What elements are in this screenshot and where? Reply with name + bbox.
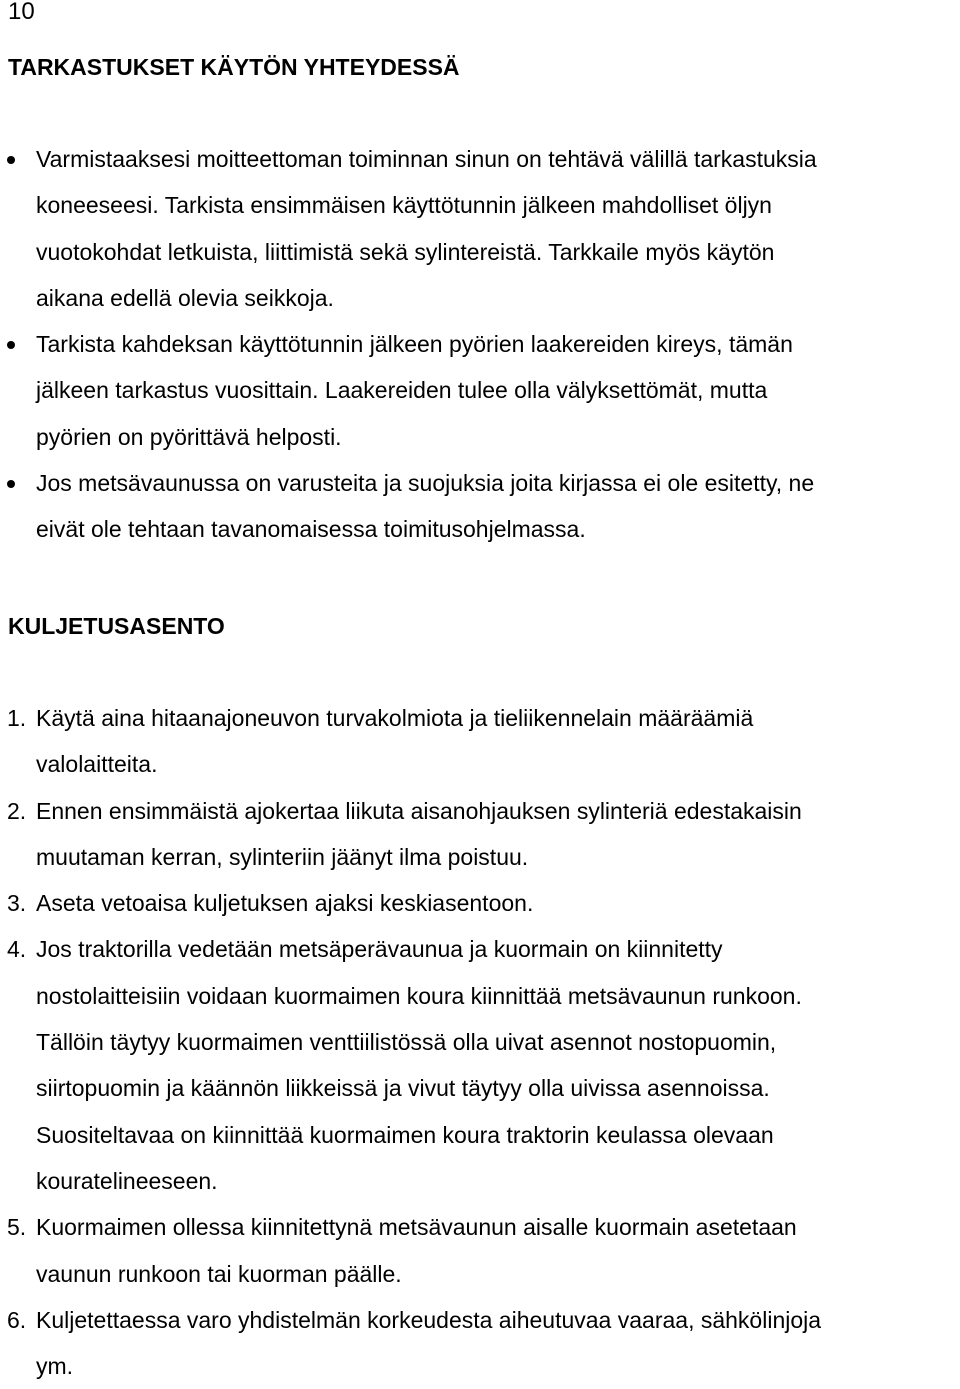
step-line: Aseta vetoaisa kuljetuksen ajaksi keskiasentoon. [36, 890, 534, 917]
bullet-item [0, 136, 960, 321]
step-number: 6. [7, 1306, 27, 1333]
step-line: nostolaitteisiin voidaan kuormaimen koura kiinnittää metsävaunun runkoon. [36, 982, 802, 1009]
step-number: 5. [7, 1214, 27, 1241]
bullet-line: aikana edellä olevia seikkoja. [36, 284, 334, 311]
step-item [0, 880, 960, 926]
step-item [0, 1297, 960, 1389]
step-line: ym. [36, 1353, 74, 1380]
bullet-line: eivät ole tehtaan tavanomaisessa toimitusohjelmassa. [36, 516, 586, 543]
step-line: vaunun runkoon tai kuorman päälle. [36, 1260, 402, 1287]
bullet-line: Tarkista kahdeksan käyttötunnin jälkeen pyörien laakereiden kireys, tämän [36, 331, 793, 358]
bullet-item [0, 460, 960, 553]
step-line: Jos traktorilla vedetään metsäperävaunua ja kuormain on kiinnitetty [36, 936, 723, 963]
step-line: Kuormaimen ollessa kiinnitettynä metsävaunun aisalle kuormain asetetaan [36, 1214, 797, 1241]
page-number: 10 [8, 0, 35, 25]
step-item [0, 1204, 960, 1297]
bullet-line: Varmistaaksesi moitteettoman toiminnan sinun on tehtävä välillä tarkastuksia [36, 146, 817, 172]
step-number: 3. [7, 890, 27, 917]
step-item [0, 695, 960, 788]
step-number: 1. [7, 705, 27, 731]
step-line: Suositeltavaa on kiinnittää kuormaimen koura traktorin keulassa olevaan [36, 1121, 774, 1148]
step-line: valolaitteita. [36, 751, 158, 778]
step-line: Tällöin täytyy kuormaimen venttiilistössä olla uivat asennot nostopuomin, [36, 1029, 777, 1056]
step-item [0, 788, 960, 881]
inspection-bullet-list [0, 136, 960, 553]
bullet-dot [7, 341, 15, 349]
bullet-line: Jos metsävaunussa on varusteita ja suojuksia joita kirjassa ei ole esitetty, ne [36, 470, 815, 497]
bullet-line: jälkeen tarkastus vuosittain. Laakereiden tulee olla välyksettömät, mutta [36, 377, 768, 404]
step-number: 4. [7, 936, 27, 963]
step-item [0, 926, 960, 1204]
step-number: 2. [7, 797, 27, 824]
transport-step-list [0, 695, 960, 1389]
step-line: siirtopuomin ja käännön liikkeissä ja vivut täytyy olla uivissa asennoissa. [36, 1075, 770, 1102]
bullet-item [0, 321, 960, 460]
bullet-dot [7, 156, 15, 164]
bullet-line: vuotokohdat letkuista, liittimistä sekä sylintereistä. Tarkkaile myös käytön [36, 238, 775, 265]
step-line: Kuljetettaessa varo yhdistelmän korkeudesta aiheutuvaa vaaraa, sähkölinjoja [36, 1306, 822, 1333]
bullet-line: pyörien on pyörittävä helposti. [36, 423, 342, 450]
section-heading-transport-position: KULJETUSASENTO [8, 613, 225, 639]
bullet-dot [7, 480, 15, 488]
section-heading-inspections: TARKASTUKSET KÄYTÖN YHTEYDESSÄ [8, 54, 460, 80]
step-line: kouratelineeseen. [36, 1167, 218, 1194]
step-line: muutaman kerran, sylinteriin jäänyt ilma poistuu. [36, 843, 529, 870]
step-line: Ennen ensimmäistä ajokertaa liikuta aisanohjauksen sylinteriä edestakaisin [36, 797, 802, 824]
step-line: Käytä aina hitaanajoneuvon turvakolmiota ja tieliikennelain määräämiä [36, 705, 754, 731]
bullet-line: koneeseesi. Tarkista ensimmäisen käyttötunnin jälkeen mahdolliset öljyn [36, 192, 772, 219]
